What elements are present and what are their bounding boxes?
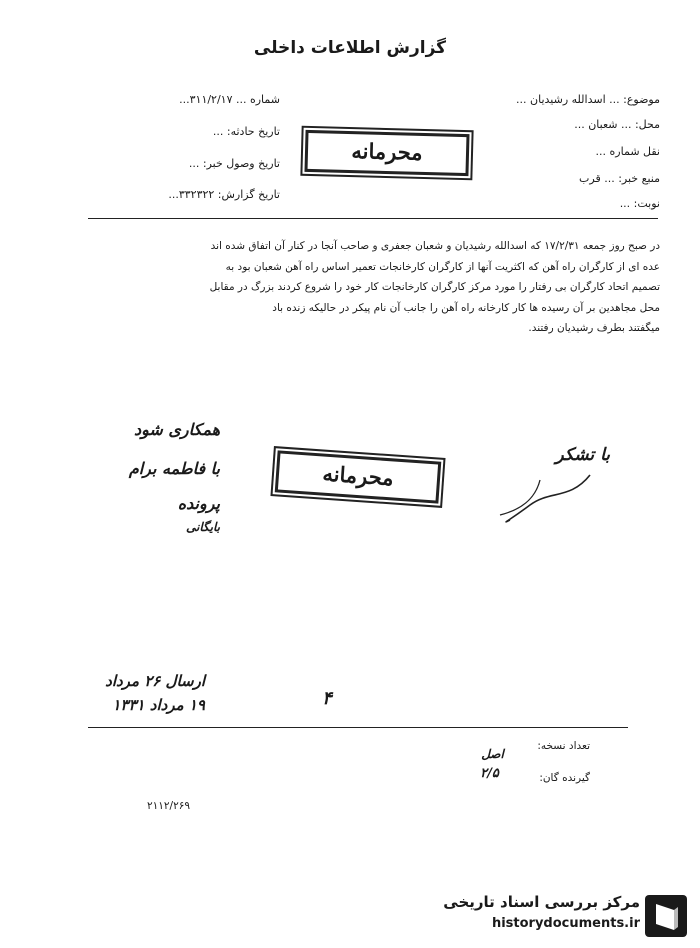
signature-flourish <box>480 470 600 530</box>
distribution-label: تعداد نسخه: <box>537 740 590 752</box>
handwritten-line: ۱۹ مرداد ۱۳۳۱ <box>112 696 205 714</box>
report-line: تصمیم اتحاد کارگران بی رفتار را مورد مرکز کارگران کارخانجات کار خود را شروع کردند بزرگ در مقابل <box>209 281 660 293</box>
field-location: محل: ... شعبان ... <box>574 118 660 131</box>
recipient-handwritten: اصل <box>481 747 504 761</box>
document-code: ۲۱۱۲/۲۶۹ <box>146 800 190 812</box>
report-line: میگفتند بطرف رشیدیان رفتند. <box>528 322 660 334</box>
handwritten-line: بایگانی <box>186 520 220 535</box>
handwritten-signature-right: با تشکر <box>555 445 610 465</box>
field-turn: نوبت: ... <box>619 197 660 210</box>
field-report-date: تاریخ گزارش: ۳۳۲۳۲۲... <box>168 188 280 201</box>
field-number: شماره ... ۳۱۱/۲/۱۷... <box>179 93 280 106</box>
handwritten-line: با فاطمه برام <box>128 458 220 478</box>
document-title: گزارش اطلاعات داخلی <box>253 38 447 58</box>
archive-center-name: مرکز بررسی اسناد تاریخی <box>443 893 640 911</box>
handwritten-note-left <box>100 420 220 536</box>
handwritten-line: پرونده <box>177 493 220 513</box>
recipient-handwritten-second: ۲/۵ <box>480 766 499 781</box>
recipient-label: گیرنده گان: <box>539 772 590 784</box>
report-body <box>85 236 660 339</box>
confidential-stamp-secondary: محرمانه <box>275 450 442 503</box>
report-line: در صبح روز جمعه ۱۷/۲/۳۱ که اسدالله رشیدیان و شعبان جعفری و صاحب آنجا در کنار آن اتفاق شده اند <box>210 240 660 252</box>
handwritten-line: همکاری شود <box>133 420 220 439</box>
footer-divider <box>88 727 628 728</box>
header-divider <box>88 218 658 219</box>
confidential-stamp: محرمانه <box>304 130 469 176</box>
archive-website: historydocuments.ir <box>491 916 640 931</box>
handwritten-date-note <box>95 672 205 714</box>
archive-logo-icon <box>644 894 688 938</box>
field-incident-date: تاریخ حادثه: ... <box>212 125 280 138</box>
report-line: محل مجاهدین بر آن رسیده ها کار کارخانه راه آهن را جانب آن نام پیکر در حالیکه زنده باد <box>272 301 660 314</box>
field-receipt-date: تاریخ وصول خبر: ... <box>188 157 280 170</box>
handwritten-number: ۴ <box>322 688 332 709</box>
field-subject: موضوع: ... اسدالله رشیدیان ... <box>516 93 660 106</box>
field-transfer: نقل شماره ... <box>595 145 660 158</box>
handwritten-line: ارسال ۲۶ مرداد <box>105 672 205 690</box>
field-source: منبع خبر: ... قرب <box>579 172 660 185</box>
report-line: عده ای از کارگران راه آهن که اکثریت آنها از کارگران کارخانجات تعمیر اساس راه آهن شعبان بود به <box>225 260 660 273</box>
